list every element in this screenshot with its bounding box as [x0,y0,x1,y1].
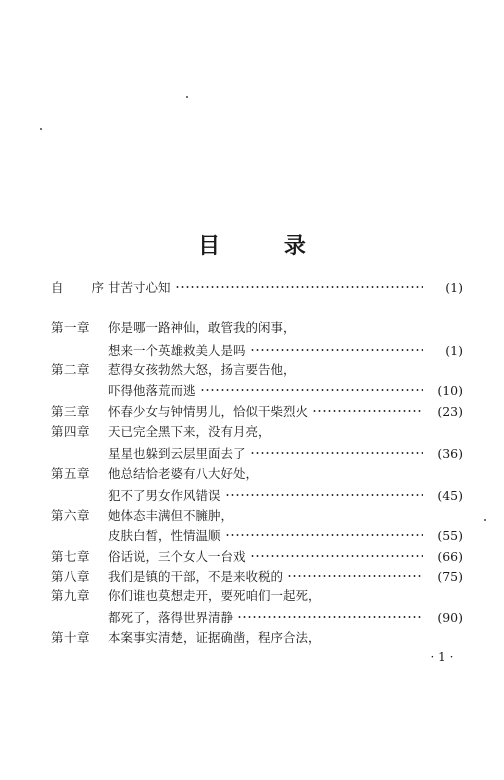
chapter-title-line1: 你们谁也莫想走开，要死咱们一起死， [108,588,321,603]
toc-entry-chapter-5-cont [0,486,504,506]
chapter-title-line1: 怀春少女与钟情男儿，恰似干柴烈火 [108,404,309,419]
chapter-label: 第九章 [51,588,91,603]
chapter-page: (66) [437,549,463,564]
toc-entry-chapter-6-cont [0,526,504,546]
dot-leader [250,349,423,351]
dot-leader [225,534,423,536]
toc-entry-chapter-1-cont [0,341,504,361]
chapter-label: 第二章 [51,362,91,377]
dot-leader [250,555,423,557]
toc-entry-chapter-4-cont [0,444,504,464]
chapter-title-line2: 星星也躲到云层里面去了 [108,446,246,461]
chapter-page: (45) [437,488,463,503]
chapter-label: 第一章 [51,320,91,335]
chapter-page: (36) [437,446,463,461]
chapter-title-line2: 吓得他落荒而逃 [108,383,196,398]
chapter-label: 第十章 [51,630,91,645]
scan-speck [40,128,42,130]
chapter-label: 第五章 [51,466,91,481]
chapter-page: (75) [437,569,463,584]
chapter-label: 第六章 [51,508,91,523]
toc-entry-chapter-4 [0,422,504,442]
chapter-page: (55) [437,528,463,543]
chapter-title-line1: 我们是镇的干部，不是来收税的 [108,569,284,584]
chapter-label: 第四章 [51,424,91,439]
dot-leader [225,494,423,496]
chapter-title-line1: 本案事实清楚，证据确凿，程序合法， [108,630,321,645]
toc-entry-chapter-10 [0,628,504,648]
dot-leader [250,452,423,454]
chapter-title-line1: 俗话说，三个女人一台戏 [108,549,246,564]
dot-leader [237,616,423,618]
chapter-page: (23) [437,404,463,419]
toc-entry-chapter-9-cont [0,608,504,628]
toc-entry-chapter-7 [0,547,504,567]
chapter-title-line1: 天已完全黑下来，没有月亮， [108,424,271,439]
dot-leader [200,389,423,391]
folio-text: · 1 · [430,650,454,664]
page-number [0,650,504,664]
chapter-page: (10) [437,383,463,398]
chapter-title-line2: 皮肤白皙，性情温顺 [108,528,221,543]
chapter-title-line1: 他总结恰老婆有八大好处， [108,466,259,481]
toc-entry-chapter-3 [0,402,504,422]
toc-entry-chapter-2-cont [0,381,504,401]
toc-entry-chapter-6 [0,506,504,526]
toc-entry-chapter-1 [0,318,504,338]
dot-leader [287,575,423,577]
chapter-page: (90) [437,610,463,625]
chapter-label: 第三章 [51,404,91,419]
toc-entry-chapter-2 [0,360,504,380]
chapter-title-line1: 你是哪一路神仙，敢管我的闲事， [108,320,296,335]
scan-speck [186,96,188,98]
dot-leader [312,410,423,412]
toc-entry-chapter-9 [0,586,504,606]
toc-entry-chapter-8 [0,567,504,587]
chapter-title-line2: 犯不了男女作风错误 [108,488,221,503]
chapter-page: (1) [445,343,463,358]
entry-title: 甘苦寸心知 [108,280,171,295]
chapter-title-line2: 都死了，落得世界清静 [108,610,234,625]
chapter-title-line1: 她体态丰满但不臃肿， [108,508,234,523]
chapter-title-line1: 惹得女孩勃然大怒，扬言要告他， [108,362,296,377]
dot-leader [175,286,423,288]
page-title: 目 录 [198,234,334,259]
chapter-label: 第八章 [51,569,91,584]
chapter-title-line2: 想来一个英雄救美人是吗 [108,343,246,358]
chapter-label: 第七章 [51,549,91,564]
toc-entry-chapter-5 [0,464,504,484]
entry-label: 自 序 [51,280,116,295]
toc-entry-preface [0,278,504,298]
entry-page: (1) [445,280,463,295]
